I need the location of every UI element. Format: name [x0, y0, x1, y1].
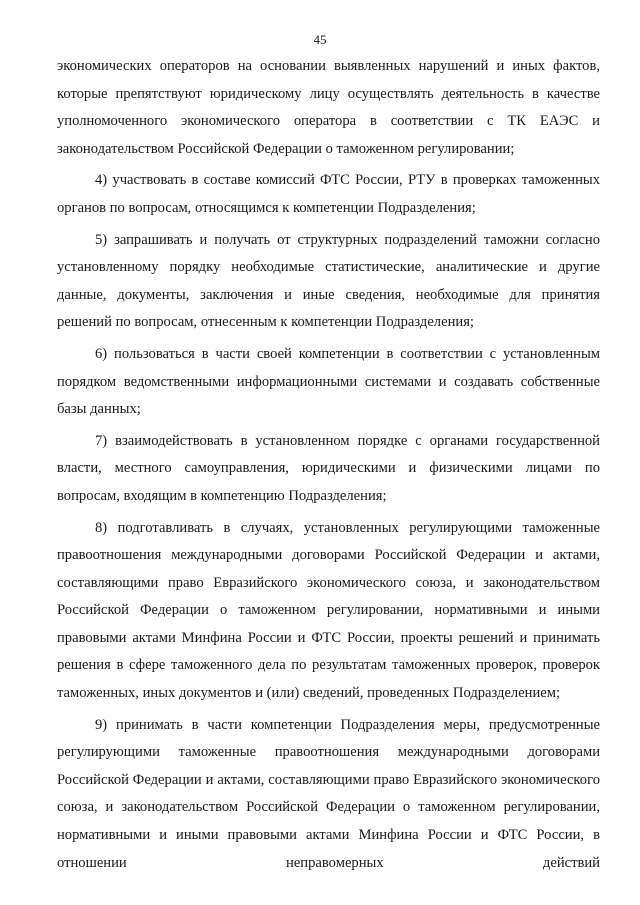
paragraph-item-5: 5) запрашивать и получать от структурных подразделений таможни согласно установленному порядку необходимые статистические, аналитические и другие данные, документы, заключения и иные сведения, необходимые для принятия решений по вопросам, отнесенным к компетенции Подразделения; [57, 231, 600, 331]
paragraph-item-6: 6) пользоваться в части своей компетенции в соответствии с установленным порядком ведомственными информационными системами и создавать собственные базы данных; [57, 345, 600, 418]
paragraph-item-8: 8) подготавливать в случаях, установленных регулирующими таможенные правоотношения международными договорами Российской Федерации и актами, составляющими право Евразийского экономического союза, и законодательством Российской Федерации о таможенном регулировании, нормативными и иными правовыми актами Минфина России и ФТС России, проекты решений и принимать решения в сфере таможенного дела по результатам таможенных проверок, проверок таможенных, иных документов и (или) сведений, проведенных Подразделением; [57, 519, 600, 702]
paragraph-item-4: 4) участвовать в составе комиссий ФТС России, РТУ в проверках таможенных органов по вопросам, относящимся к компетенции Подразделения; [57, 172, 600, 216]
paragraph-continuation: экономических операторов на основании выявленных нарушений и иных фактов, которые препятствуют юридическому лицу осуществлять деятельность в качестве уполномоченного экономического оператора в соответствии с ТК ЕАЭС и законодательством Российской Федерации о таможенном регулировании; [57, 58, 600, 157]
page-number: 45 [313, 32, 327, 47]
paragraph-item-9: 9) принимать в части компетенции Подразделения меры, предусмотренные регулирующими таможенные правоотношения международными договорами Российской Федерации и актами, составляющими право Евразийского экономического союза, и законодательством Российской Федерации о таможенном регулировании, нормативными и иными правовыми актами Минфина России и ФТС России, в отношении неправомерных действий [57, 716, 600, 871]
paragraph-item-7: 7) взаимодействовать в установленном порядке с органами государственной власти, местного самоуправления, юридическими и физическими лицами по вопросам, входящим в компетенцию Подразделения; [57, 432, 600, 504]
page-content [57, 53, 600, 881]
